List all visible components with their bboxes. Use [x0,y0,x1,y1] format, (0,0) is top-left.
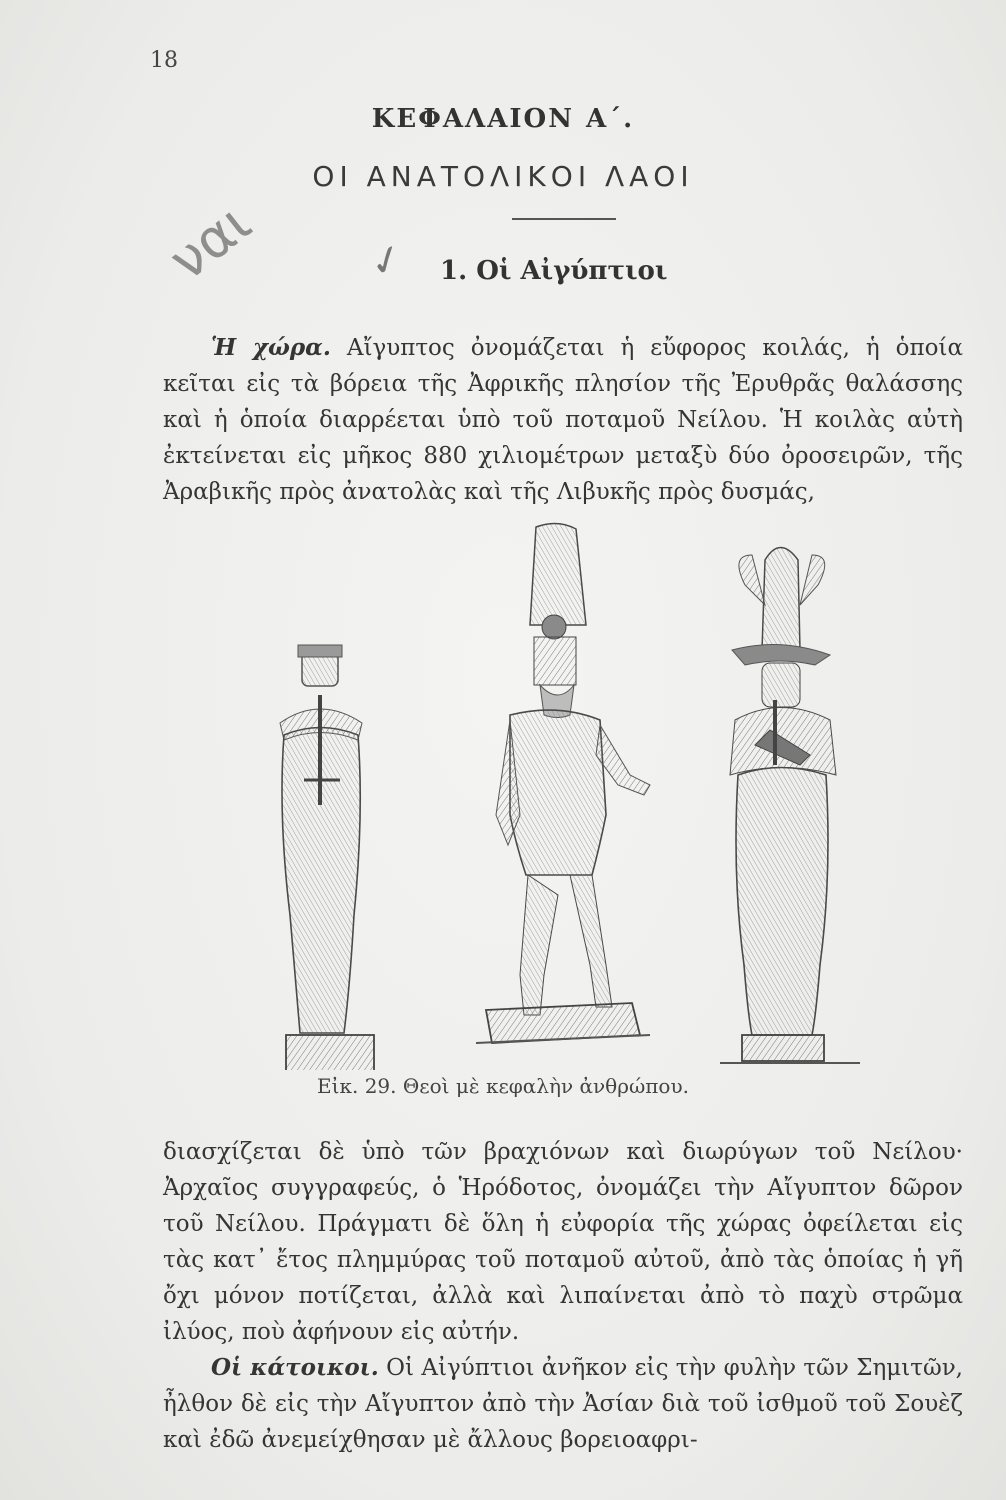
chapter-label: ΚΕΦΑΛΑΙΟΝ [371,104,574,134]
section-title: ΟΙ ΑΝΑΤΟΛΙΚΟΙ ΛΑΟΙ [312,160,694,193]
page-number: 18 [150,48,178,73]
chapter-heading [0,104,1006,134]
figure-caption: Εἰκ. 29. Θεοὶ μὲ κεφαλὴν ἀνθρώπου. [317,1074,689,1098]
handwritten-note: ναι [157,190,263,293]
paragraph-lead: Οἱ κάτοικοι. [211,1354,379,1381]
subsection-title: 1. Οἱ Αἰγύπτιοι [440,256,668,286]
paragraph-text: Οἱ Αἰγύπτιοι ἀνῆκον εἰς τὴν φυλὴν τῶν Σημιτῶν, ἦλθον δὲ εἰς τὴν Αἴγυπτον ἀπὸ τὴν Ἀσίαν διὰ τοῦ ἰσθμοῦ τοῦ Σουὲζ καὶ ἐδῶ ἀνεμείχθησαν μὲ ἄλλους βορειοαφρι- [163,1355,963,1453]
statue-left [260,645,400,1070]
paragraph-inhabitants [163,1350,963,1458]
paragraph-text: Αἴγυπτος ὀνομάζεται ἡ εὔφορος κοιλάς, ἡ ὁποία κεῖται εἰς τὰ βόρεια τῆς Ἀφρικῆς πλησίον τῆς Ἐρυθρᾶς θαλάσσης καὶ ἡ ὁποία διαρρέεται ὑπὸ τοῦ ποταμοῦ Νείλου. Ἡ κοιλὰς αὐτὴ ἐκτείνεται εἰς μῆκος 880 χιλιομέτρων μεταξὺ δύο ὀροσειρῶν, τῆς Ἀραβικῆς πρὸς ἀνατολὰς καὶ τῆς Λιβυκῆς πρὸς δυσμάς, [163,335,963,505]
paragraph-lead: Ἡ χώρα. [211,334,331,361]
statue-middle [476,523,650,1043]
paragraph-text: διασχίζεται δὲ ὑπὸ τῶν βραχιόνων καὶ διωρύγων τοῦ Νείλου· Ἀρχαῖος συγγραφεύς, ὁ Ἡρόδοτος, ὀνομάζει τὴν Αἴγυπτον δῶρον τοῦ Νείλου. Πράγματι δὲ ὅλη ἡ εὐφορία τῆς χώρας ὀφείλεται εἰς τὰς κατ᾽ ἔτος πλημμύρας τοῦ ποταμοῦ αὐτοῦ, ἀπὸ τὰς ὁποίας ἡ γῆ ὄχι μόνον ποτίζεται, ἀλλὰ καὶ λιπαίνεται ἀπὸ τὸ παχὺ στρῶμα ἰλύος, ποὺ ἀφήνουν εἰς αὐτήν. [163,1139,963,1345]
paragraph-nile [163,1134,963,1350]
pencil-check-mark: ✓ [363,233,411,289]
statue-right [720,548,860,1064]
chapter-ordinal: Α΄. [585,104,635,134]
paragraph-land [163,330,963,510]
statues-illustration [240,515,880,1070]
divider-rule [512,218,616,220]
